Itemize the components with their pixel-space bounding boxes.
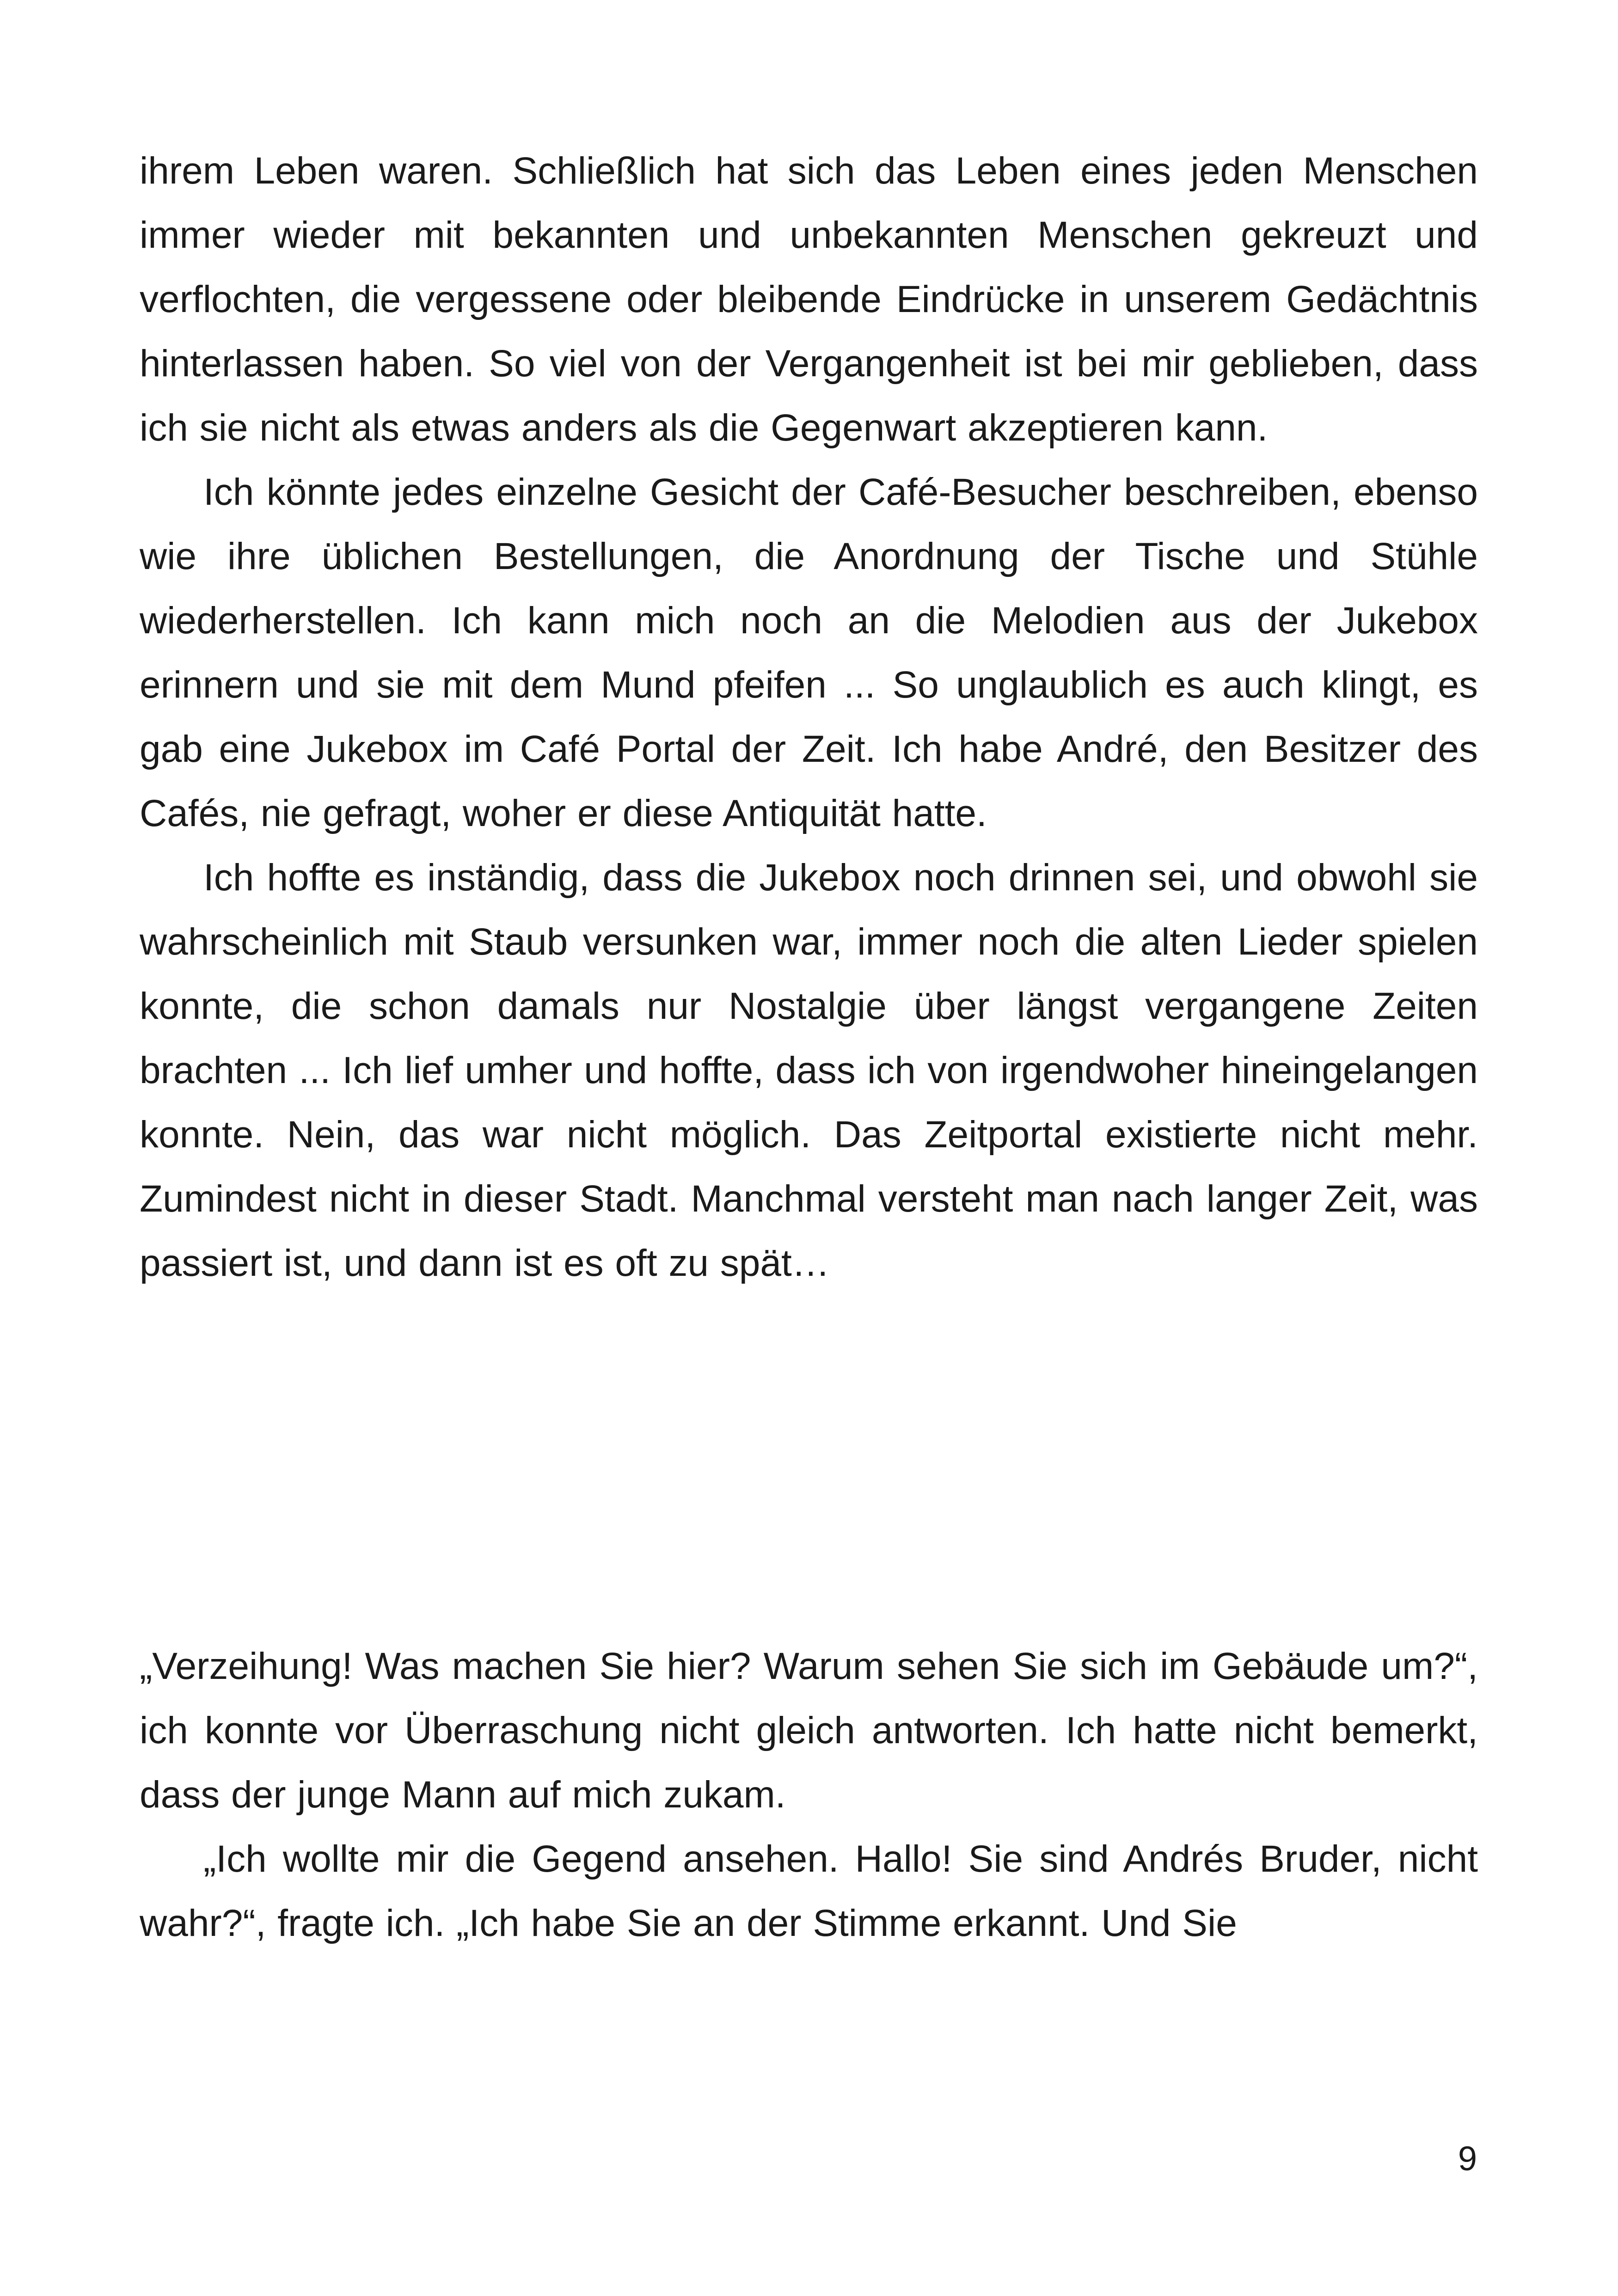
paragraph-2: Ich könnte jedes einzelne Gesicht der Café-Besucher beschreiben, ebenso wie ihre üblichen Bestellungen, die Anordnung der Tische und Stühle wiederherstellen. Ich kann mich noch an die Melodien aus der Jukebox erinnern und sie mit dem Mund pfeifen ... So unglaublich es auch klingt, es gab eine Jukebox im Café Portal der Zeit. Ich habe André, den Besitzer des Cafés, nie gefragt, woher er diese Antiquität hatte. <box>140 471 1478 834</box>
paragraph-5: „Ich wollte mir die Gegend ansehen. Hallo! Sie sind Andrés Bruder, nicht wahr?“, fragte ich. „Ich habe Sie an der Stimme erkannt. Und Sie <box>140 1838 1478 1944</box>
paragraph-4: „Verzeihung! Was machen Sie hier? Warum sehen Sie sich im Gebäude um?“, ich konnte vor Überraschung nicht gleich antworten. Ich hatte nicht bemerkt, dass der junge Mann auf mich zukam. <box>140 1645 1478 1816</box>
page-number: 9 <box>1458 2139 1477 2178</box>
paragraph-1: ihrem Leben waren. Schließlich hat sich das Leben eines jeden Menschen immer wieder mit bekannten und unbekannten Menschen gekreuzt und verflochten, die vergessene oder bleibende Eindrücke in unserem Gedächtnis hinterlassen haben. So viel von der Vergangenheit ist bei mir geblieben, dass ich sie nicht als etwas anders als die Gegenwart akzeptieren kann. <box>140 150 1478 449</box>
paragraph-3: Ich hoffte es inständig, dass die Jukebox noch drinnen sei, und obwohl sie wahrscheinlich mit Staub versunken war, immer noch die alten Lieder spielen konnte, die schon damals nur Nostalgie über längst vergangene Zeiten brachten ... Ich lief umher und hoffte, dass ich von irgendwoher hineingelangen konnte. Nein, das war nicht möglich. Das Zeitportal existierte nicht mehr. Zumindest nicht in dieser Stadt. Manchmal versteht man nach langer Zeit, was passiert ist, und dann ist es oft zu spät… <box>140 857 1478 1284</box>
text-section-before-break <box>140 139 1478 1295</box>
text-section-after-break <box>140 1634 1478 1955</box>
